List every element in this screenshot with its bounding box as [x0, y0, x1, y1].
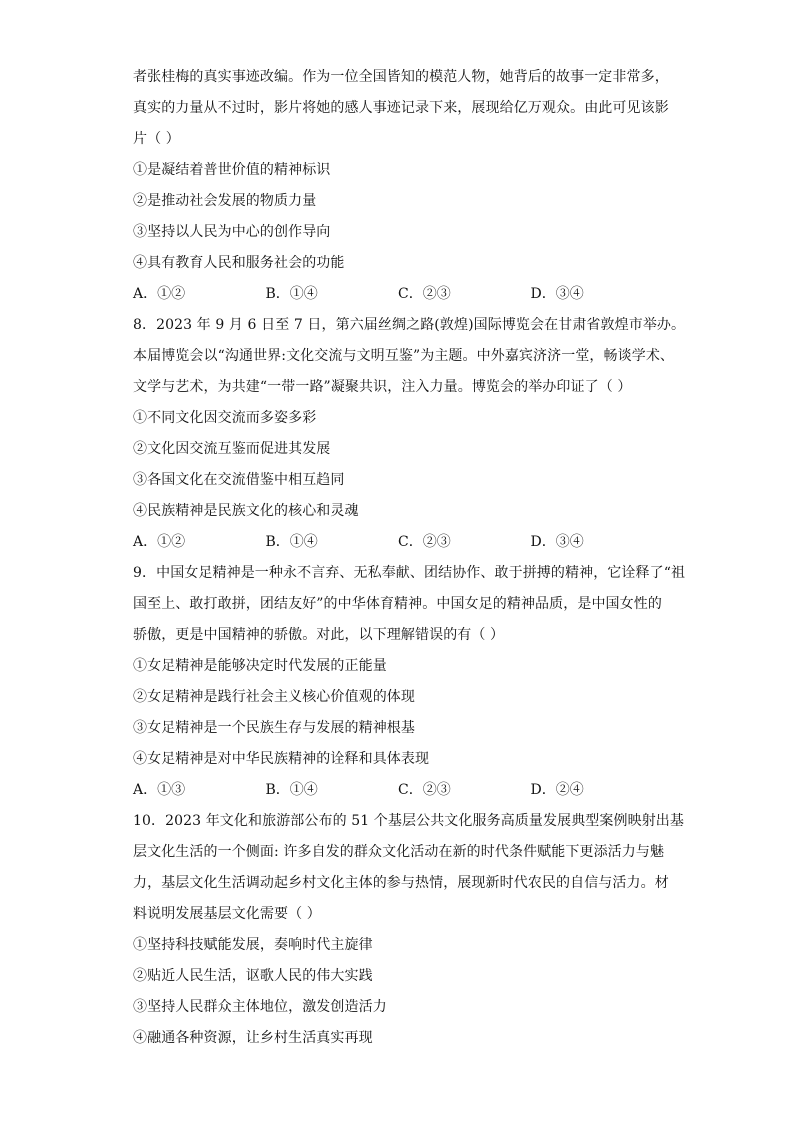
choice-a: A．①② [133, 534, 186, 550]
choice-d: D．③④ [530, 286, 584, 302]
choice-c: C．②③ [398, 286, 451, 302]
choice-b: B．①④ [265, 286, 318, 302]
question-stem-line: 料说明发展基层文化需要（ ） [133, 906, 321, 922]
question-9 [133, 558, 686, 806]
option-item: ④具有教育人民和服务社会的功能 [133, 255, 345, 271]
question-stem-line: 国至上、敢打敢拼，团结友好”的中华体育精神。中国女足的精神品质，是中国女性的 [133, 596, 662, 612]
question-7 [133, 62, 669, 310]
question-stem-line: 骄傲，更是中国精神的骄傲。对此，以下理解错误的有（ ） [133, 627, 505, 643]
option-item: ②女足精神是践行社会主义核心价值观的体现 [133, 689, 415, 705]
option-item: ②贴近人民生活，讴歌人民的伟大实践 [133, 968, 373, 984]
choice-a: A．①③ [133, 782, 186, 798]
question-stem-line: 10．2023 年文化和旅游部公布的 51 个基层公共文化服务高质量发展典型案例映射出基 [133, 813, 685, 829]
question-8 [133, 310, 686, 558]
option-item: ①是凝结着普世价值的精神标识 [133, 162, 331, 178]
choice-b: B．①④ [265, 782, 318, 798]
question-stem-line: 真实的力量从不过时，影片将她的感人事迹记录下来，展现给亿万观众。由此可见该影 [133, 100, 669, 116]
question-stem-line: 层文化生活的一个侧面: 许多自发的群众文化活动在新的时代条件赋能下更添活力与魅 [133, 844, 665, 860]
option-item: ④女足精神是对中华民族精神的诠释和具体表现 [133, 751, 430, 767]
question-stem-line: 力，基层文化生活调动起乡村文化主体的参与热情，展现新时代农民的自信与活力。材 [133, 875, 669, 891]
choice-b: B．①④ [265, 534, 318, 550]
option-item: ②是推动社会发展的物质力量 [133, 193, 317, 209]
exam-page [133, 62, 686, 1054]
question-10 [133, 806, 685, 1054]
choice-c: C．②③ [398, 534, 451, 550]
option-item: ①坚持科技赋能发展，奏响时代主旋律 [133, 937, 373, 953]
answer-choices [133, 527, 663, 558]
option-item: ③女足精神是一个民族生存与发展的精神根基 [133, 720, 415, 736]
option-item: ③各国文化在交流借鉴中相互趋同 [133, 472, 345, 488]
option-item: ③坚持以人民为中心的创作导向 [133, 224, 331, 240]
choice-a: A．①② [133, 286, 186, 302]
question-stem-line: 文学与艺术，为共建“一带一路”凝聚共识，注入力量。博览会的举办印证了（ ） [133, 379, 632, 395]
question-stem-line: 本届博览会以“沟通世界:文化交流与文明互鉴”为主题。中外嘉宾济济一堂，畅谈学术、 [133, 348, 675, 364]
question-stem-line: 9．中国女足精神是一种永不言弃、无私奉献、团结协作、敢于拼搏的精神，它诠释了“祖 [133, 565, 686, 581]
option-item: ①不同文化因交流而多姿多彩 [133, 410, 317, 426]
question-stem-line: 片（ ） [133, 131, 180, 147]
option-item: ①女足精神是能够决定时代发展的正能量 [133, 658, 387, 674]
answer-choices [133, 775, 663, 806]
choice-c: C．②③ [398, 782, 451, 798]
answer-choices [133, 279, 663, 310]
choice-d: D．②④ [530, 782, 584, 798]
option-item: ④民族精神是民族文化的核心和灵魂 [133, 503, 359, 519]
option-item: ④融通各种资源，让乡村生活真实再现 [133, 1030, 373, 1046]
option-item: ③坚持人民群众主体地位，激发创造活力 [133, 999, 387, 1015]
choice-d: D．③④ [530, 534, 584, 550]
question-stem-line: 8．2023 年 9 月 6 日至 7 日，第六届丝绸之路(敦煌)国际博览会在甘肃省敦煌市举办。 [133, 317, 686, 333]
option-item: ②文化因交流互鉴而促进其发展 [133, 441, 331, 457]
question-stem-line: 者张桂梅的真实事迹改编。作为一位全国皆知的模范人物，她背后的故事一定非常多， [133, 69, 669, 85]
